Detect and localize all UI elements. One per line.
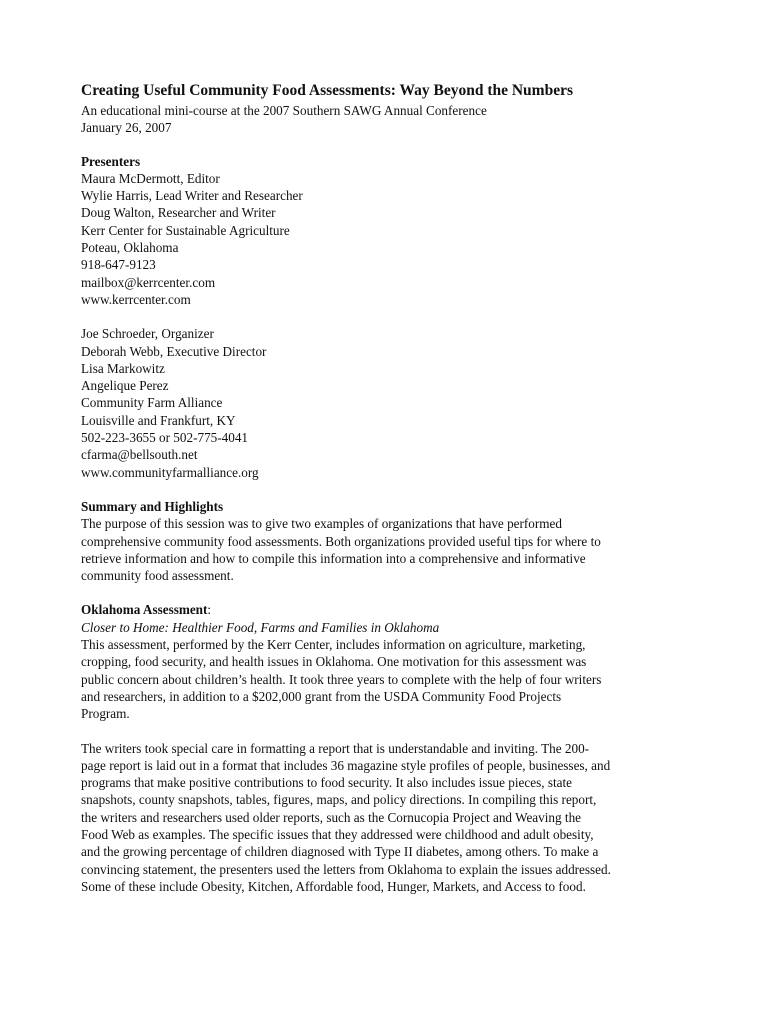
oklahoma-heading-suffix: : xyxy=(207,602,212,618)
text-line: comprehensive community food assessments. Both organizations provided useful tips for where to xyxy=(81,533,601,549)
text-line: the writers and researchers used older reports, such as the Cornucopia Project and Weaving the xyxy=(81,809,582,825)
report-title: Closer to Home: Healthier Food, Farms and Families in Oklahoma xyxy=(81,619,440,635)
presenter-line: Lisa Markowitz xyxy=(81,360,165,376)
text-line: public concern about children’s health. It took three years to complete with the help of four writers xyxy=(81,671,602,687)
text-line: and researchers, in addition to a $202,000 grant from the USDA Community Food Projects xyxy=(81,688,562,704)
text-line: community food assessment. xyxy=(81,568,234,584)
text-line: This assessment, performed by the Kerr Center, includes information on agriculture, marketing, xyxy=(81,637,586,653)
text-line: convincing statement, the presenters used the letters from Oklahoma to explain the issues addressed. xyxy=(81,861,611,877)
text-line: Program. xyxy=(81,706,130,722)
organization-website: www.kerrcenter.com xyxy=(81,291,191,307)
oklahoma-paragraph-1 xyxy=(81,636,701,722)
organization-name: Community Farm Alliance xyxy=(81,395,223,411)
document-date: January 26, 2007 xyxy=(81,120,172,136)
document-page xyxy=(81,80,701,895)
organization-location: Louisville and Frankfurt, KY xyxy=(81,412,236,428)
presenter-line: Maura McDermott, Editor xyxy=(81,170,220,186)
text-line: cropping, food security, and health issues in Oklahoma. One motivation for this assessment was xyxy=(81,654,587,670)
presenter-line: Doug Walton, Researcher and Writer xyxy=(81,205,276,221)
presenters-group-cfa xyxy=(81,325,701,481)
text-line: Food Web as examples. The specific issues that they addressed were childhood and adult obesity, xyxy=(81,826,594,842)
document-title: Creating Useful Community Food Assessments: Way Beyond the Numbers xyxy=(81,82,574,99)
presenters-heading: Presenters xyxy=(81,153,141,169)
organization-email: cfarma@bellsouth.net xyxy=(81,447,198,463)
text-line: Some of these include Obesity, Kitchen, Affordable food, Hunger, Markets, and Access to food. xyxy=(81,878,586,894)
presenter-line: Deborah Webb, Executive Director xyxy=(81,343,267,359)
presenters-group-kerr xyxy=(81,170,701,308)
oklahoma-heading-line xyxy=(81,601,701,618)
presenter-line: Joe Schroeder, Organizer xyxy=(81,326,214,342)
presenter-line: Wylie Harris, Lead Writer and Researcher xyxy=(81,188,303,204)
summary-paragraph xyxy=(81,515,701,584)
text-line: snapshots, county snapshots, tables, figures, maps, and policy directions. In compiling this report, xyxy=(81,792,597,808)
summary-heading: Summary and Highlights xyxy=(81,498,224,514)
text-line: The purpose of this session was to give two examples of organizations that have performed xyxy=(81,516,562,532)
text-line: The writers took special care in formatting a report that is understandable and inviting. The 200- xyxy=(81,740,590,756)
presenter-line: Angelique Perez xyxy=(81,378,169,394)
text-line: programs that make positive contributions to food security. It also includes issue pieces, state xyxy=(81,775,573,791)
text-line: and the growing percentage of children diagnosed with Type II diabetes, among others. To make a xyxy=(81,844,599,860)
organization-location: Poteau, Oklahoma xyxy=(81,240,179,256)
document-subtitle: An educational mini-course at the 2007 Southern SAWG Annual Conference xyxy=(81,103,487,118)
organization-name: Kerr Center for Sustainable Agriculture xyxy=(81,222,290,238)
oklahoma-paragraph-2 xyxy=(81,740,701,896)
organization-website: www.communityfarmalliance.org xyxy=(81,464,259,480)
text-line: retrieve information and how to compile this information into a comprehensive and informative xyxy=(81,550,586,566)
organization-email: mailbox@kerrcenter.com xyxy=(81,274,216,290)
text-line: page report is laid out in a format that includes 36 magazine style profiles of people, businesses, and xyxy=(81,757,611,773)
organization-phone: 918-647-9123 xyxy=(81,257,156,273)
organization-phone: 502-223-3655 or 502-775-4041 xyxy=(81,430,249,446)
oklahoma-heading: Oklahoma Assessment xyxy=(81,602,208,618)
